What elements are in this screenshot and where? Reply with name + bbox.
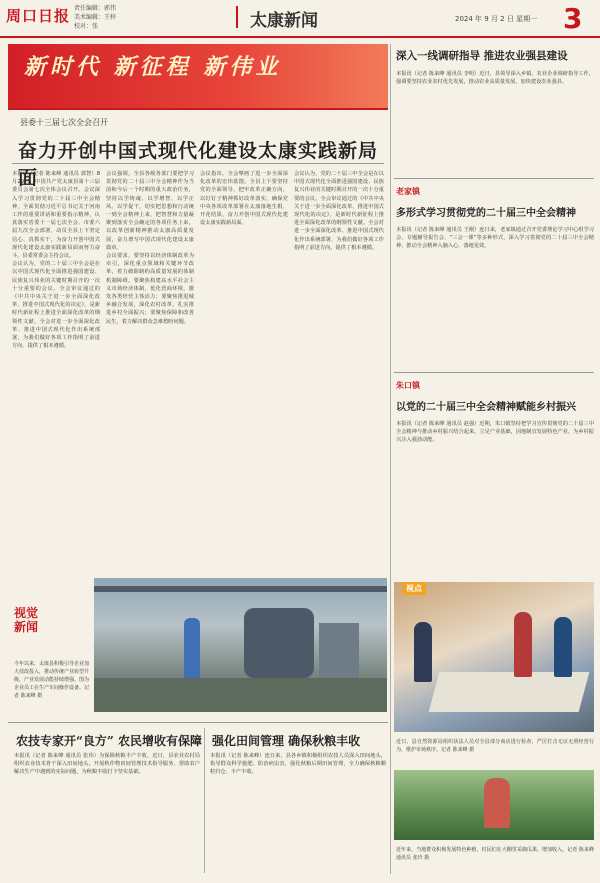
newspaper-logo: 周口日报 [6,7,71,25]
photo-machine [244,608,314,678]
story-title-laojia: 多形式学习贯彻党的二十届三中全会精神 [396,208,576,219]
credit-designer: 美术编辑：王梓 [74,14,117,21]
town-tag-laojia: 老家镇 [396,187,420,196]
lead-paragraph: 本报讯（记者 陈来峰 通讯员 郭智）8月29日，中国共产党太康县第十三届委员会第七次全体会议召开。会议深入学习贯彻党的二十届三中全会精神，全面贯彻习近平总书记关于河南工作的重要讲话和重要指示精神，认真落实省委十一届七次全会、市委六届九次全会部署，动员全县上下坚定信心、真抓实干，为奋力开创中国式现代化建设太康实践新局面而努力奋斗。县委常委会主持会议。 [12,171,100,260]
town-tag-zhukou: 朱口镇 [396,381,420,390]
greenhouse-photo [394,770,594,840]
lead-column-3 [200,170,288,570]
page-number: 3 [563,2,583,35]
photo-person-1 [414,622,432,682]
lead-paragraph: 会议认为，党的二十届三中全会是在以中国式现代化全面推进强国建设、民族复兴伟业的关键时期召开的一次十分重要的会议。全会审议通过的《中共中央关于进一步全面深化改革、推进中国式现代化的决定》，是新时代新征程上推进全面深化改革的纲领性文献。全会对进一步全面深化改革、推进中国式现代化作出系统部署，为我们做好各项工作指明了前进方向、提供了根本遵循。 [294,171,384,251]
photo-person-2 [514,612,532,677]
factory-photo [94,578,387,712]
photo-person-3 [554,617,572,677]
photo-beam [94,586,387,592]
column-divider [204,728,205,873]
headline-rule [12,163,384,164]
story-title-field-management: 强化田间管理 确保秋粮丰收 [212,734,361,748]
photo-counter [429,672,590,712]
lead-paragraph: 会议强调，全县各级各部门要把学习贯彻党的二十届三中全会精神作为当前和今后一个时期的重大政治任务，坚持以学铸魂、以学增智、以学正风、以学促干，切实把思想和行动统一到全会精神上来，把智慧和力量凝聚到落实全会确定的各项任务上来，以改革创新精神推动太康高质量发展，奋力谱写中国式现代化建设太康篇章。 [106,171,194,251]
viewpoint-label: 视点 [402,582,426,595]
greenhouse-photo-caption: 近年来，当地群众积极发展特色种植，村民们在大棚里采摘瓜果，增加收入。记者 陈来峰 通讯员 张玲 摄 [396,847,594,861]
story-paragraph: 本报讯（记者 陈来峰）连日来，县各乡镇积极组织农技人员深入田间地头，指导群众科学施肥、防治病虫害，强化秋粮后期田间管理，全力确保秋粮颗粒归仓、丰产丰收。 [210,753,386,776]
photo-worker [184,618,200,678]
story-title-zhukou: 以党的二十届三中全会精神赋能乡村振兴 [396,402,576,413]
lead-column-2 [106,170,194,570]
story-body-agri-experts [14,752,200,872]
lead-kicker: 县委十三届七次全会召开 [20,118,108,127]
section-rule [394,372,594,373]
inspection-photo-caption: 近日，县自然资源局组织执法人员对全县部分商店进行检查，严厉打击无证无照经营行为，维护市场秩序。记者 陈来峰 摄 [396,739,594,753]
section-rule [8,722,388,723]
photo-caption: 今年以来，太康县积极引导企业加大技改投入，推动传统产业转型升级，产业发展动能持续增强。图为企业员工在生产车间操作设备。记者 陈来峰 摄 [14,661,90,699]
section-title: 太康新闻 [250,11,318,31]
banner-rule [8,108,388,110]
banner-text: 新时代 新征程 新伟业 [24,54,282,80]
lead-column-4 [294,170,384,570]
editor-credits [74,4,116,31]
story-paragraph: 本报讯（记者 陈来峰 通讯员 王刚）连日来，老家镇通过召开党委理论学习中心组学习会、专题辅导报告会、“三会一课”等多种形式，深入学习贯彻党的二十届三中全会精神，推动全会精神入脑入心、落地见效。 [396,227,594,250]
section-rule [394,178,594,179]
photo-farmer [484,778,510,828]
story-paragraph: 本报讯（记者 陈来峰 通讯员 李明）近日，县领导深入乡镇、农业企业调研指导工作，强调要坚持农业农村优先发展，推动农业高质量发展，加快建设农业强县。 [396,71,594,86]
credit-proofreader: 校对：张 [74,23,99,30]
lead-paragraph: 会议指出，全会擘画了进一步全面深化改革的宏伟蓝图。全县上下要坚持党的全面领导，把牢改革正确方向，以钉钉子精神抓好改革落实，确保党中央各项改革部署在太康落地生根、开花结果，奋力开创中国式现代化建设太康实践新局面。 [200,171,288,227]
inspection-photo [394,582,594,732]
lead-headline: 奋力开创中国式现代化建设太康实践新局面 [18,140,379,189]
lead-paragraph: 会议认为，党的二十届三中全会是在以中国式现代化全面推进强国建设、民族复兴伟业的关键时期召开的一次十分重要的会议。全会审议通过的《中共中央关于进一步全面深化改革、推进中国式现代化的决定》，是新时代新征程上推进全面深化改革的纲领性文献。全会对进一步全面深化改革、推进中国式现代化作出系统部署，为我们做好各项工作指明了前进方向、提供了根本遵循。 [12,261,100,350]
masthead [0,0,600,38]
story-paragraph: 本报讯（记者 陈来峰 通讯员 张伟）为保障秋粮丰产丰收，近日，县农业农村局组织农业技术骨干深入田间地头，开展秋作物田间管理技术指导服务，帮助农户解决生产中遇到的实际问题，为秋粮丰收打下坚实基础。 [14,753,200,776]
photo-floor [94,678,387,712]
credit-editor: 责任编辑：郭伟 [74,5,117,12]
story-body-research [396,70,594,170]
photo-news-label-line2: 新闻 [14,620,39,634]
story-body-field-management [210,752,386,872]
column-divider-main [390,44,391,874]
story-title-research: 深入一线调研指导 推进农业强县建设 [396,50,568,62]
story-title-agri-experts: 农技专家开“良方” 农民增收有保障 [16,734,202,748]
photo-machine-2 [319,623,359,683]
story-body-zhukou [396,420,594,570]
issue-date: 2024 年 9 月 2 日 星期一 [455,15,538,23]
theme-banner [8,44,388,110]
photo-news-label [14,606,38,634]
story-body-laojia [396,226,594,366]
section-divider [236,6,238,28]
photo-news-label-line1: 视觉 [14,606,39,620]
lead-column-1 [12,170,100,570]
lead-paragraph: 会议要求，要坚持以经济体制改革为牵引，深化重点领域和关键环节改革，着力破除制约高质量发展的体制机制障碍。要聚焦构建高水平社会主义市场经济体制，优化营商环境，激发各类经营主体活力；要聚焦推进城乡融合发展，深化农村改革，扎实推进乡村全面振兴；要聚焦保障和改善民生，着力解决群众急难愁盼问题。 [106,253,194,325]
story-paragraph: 本报讯（记者 陈来峰 通讯员 赵强）近期，朱口镇坚持把学习宣传贯彻党的二十届三中全会精神与推动乡村振兴结合起来，立足产业基础，因地制宜发展特色产业，为乡村振兴注入强劲动能。 [396,421,594,444]
